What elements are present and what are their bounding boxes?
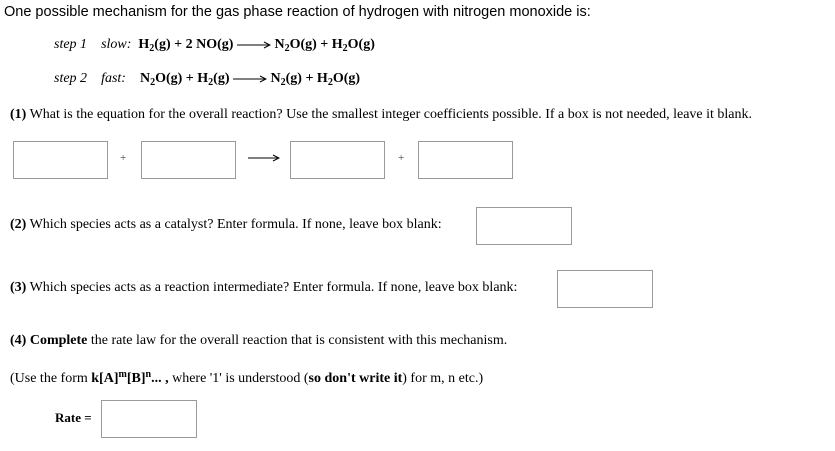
sub: 2: [149, 43, 155, 54]
step1-product-mid: O(g) + H: [289, 37, 343, 52]
form-b: [B]: [126, 371, 146, 386]
intermediate-input[interactable]: [557, 270, 653, 308]
step1-product: N: [274, 37, 285, 52]
form-pre: (Use the form: [10, 371, 88, 386]
form-k: k[A]: [91, 371, 119, 386]
reaction-arrow-icon: [233, 75, 267, 83]
step2-rate: fast:: [101, 71, 126, 86]
form-post: ) for m, n etc.): [402, 371, 484, 386]
reaction-arrow-icon: [237, 41, 271, 49]
step2-label: step 2: [54, 71, 88, 86]
intro-text: One possible mechanism for the gas phase reaction of hydrogen with nitrogen monoxide is:: [4, 4, 591, 20]
form-dots: ... ,: [151, 371, 169, 386]
q3-number: (3): [10, 280, 27, 295]
step2-reactant-mid: O(g) + H: [155, 71, 209, 86]
plus-sign: +: [398, 152, 405, 164]
q4-bold: Complete: [29, 333, 88, 348]
step2-line: [54, 71, 360, 87]
rate-law-form-hint: [10, 371, 483, 387]
q4-number: (4): [10, 333, 27, 348]
step1-rate: slow:: [101, 37, 132, 52]
form-mid: where '1' is understood (: [172, 371, 309, 386]
q4-text: the rate law for the overall reaction that is consistent with this mechanism.: [90, 333, 508, 348]
sub: 2: [284, 43, 290, 54]
question-1: [10, 107, 752, 123]
q2-number: (2): [10, 217, 27, 232]
step1-reactant: H: [138, 37, 150, 52]
sup-m: m: [118, 369, 127, 380]
step1-line: [54, 37, 375, 53]
sup-n: n: [145, 369, 152, 380]
overall-product-2-input[interactable]: [418, 141, 513, 179]
form-bold: so don't write it: [308, 371, 403, 386]
overall-product-1-input[interactable]: [290, 141, 385, 179]
step1-product-end: O(g): [347, 37, 375, 52]
step1-reactant-rest: (g) + 2 NO(g): [154, 37, 234, 52]
catalyst-input[interactable]: [476, 207, 572, 245]
step2-product-mid: (g) + H: [285, 71, 328, 86]
overall-reactant-2-input[interactable]: [141, 141, 236, 179]
rate-label: [55, 410, 92, 426]
step1-label: step 1: [54, 37, 88, 52]
sub: 2: [208, 77, 214, 88]
question-3: [10, 280, 517, 296]
q2-text: Which species acts as a catalyst? Enter formula. If none, leave box blank:: [29, 217, 442, 232]
sub: 2: [342, 43, 348, 54]
overall-arrow-icon: [248, 154, 280, 162]
sub: 2: [280, 77, 286, 88]
sub: 2: [150, 77, 156, 88]
plus-sign: +: [120, 152, 127, 164]
q1-text: What is the equation for the overall reaction? Use the smallest integer coefficients possible. If a box is not needed, leave it blank.: [29, 107, 753, 122]
rate-label-text: Rate =: [55, 410, 92, 425]
overall-reactant-1-input[interactable]: [13, 141, 108, 179]
question-4: [10, 333, 507, 349]
step2-product-end: O(g): [332, 71, 361, 86]
q3-text: Which species acts as a reaction intermediate? Enter formula. If none, leave box blank:: [29, 280, 518, 295]
step2-reactant: N: [139, 71, 151, 86]
rate-law-input[interactable]: [101, 400, 197, 438]
step2-reactant-end: (g): [213, 71, 230, 86]
q1-number: (1): [10, 107, 27, 122]
question-2: [10, 217, 442, 233]
step2-product: N: [270, 71, 281, 86]
sub: 2: [327, 77, 333, 88]
